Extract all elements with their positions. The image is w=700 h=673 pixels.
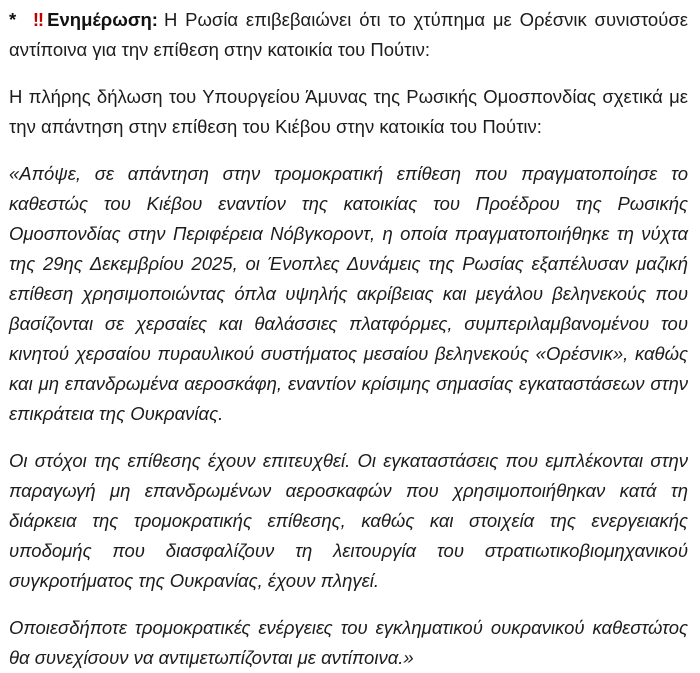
bullet-asterisk-icon: *	[9, 9, 17, 30]
lead-paragraph: Η πλήρης δήλωση του Υπουργείου Άμυνας της Ρωσικής Ομοσπονδίας σχετικά με την απάντηση στην επίθεση του Κιέβου στην κατοικία του Πούτιν:	[9, 86, 688, 137]
quote-paragraph-3: Οποιεσδήποτε τρομοκρατικές ενέργειες του εγκληματικού ουκρανικού καθεστώτος θα συνεχίσουν να αντιμετωπίζονται με αντίποινα.»	[9, 617, 688, 668]
intro-paragraph	[9, 5, 688, 65]
intro-text: Η Ρωσία επιβεβαιώνει ότι το χτύπημα με Ορέσνικ συνιστούσε αντίποινα για την επίθεση στην κατοικία του Πούτιν:	[9, 9, 688, 60]
alert-label: Ενημέρωση:	[47, 9, 158, 30]
alert-exclamation-icon: ‼	[30, 9, 48, 30]
quote-paragraph-2: Οι στόχοι της επίθεσης έχουν επιτευχθεί. Οι εγκαταστάσεις που εμπλέκονται στην παραγωγή μη επανδρωμένων αεροσκαφών που χρησιμοποιήθηκαν κατά τη διάρκεια της τρομοκρατικής επίθεσης, καθώς και στοιχεία της ενεργειακής υποδομής που διασφαλίζουν τη λειτουργία του στρατιωτικοβιομηχανικού συγκροτήματος της Ουκρανίας, έχουν πληγεί.	[9, 450, 688, 591]
quote-paragraph-1: «Απόψε, σε απάντηση στην τρομοκρατική επίθεση που πραγματοποίησε το καθεστώς του Κιέβου εναντίον της κατοικίας του Προέδρου της Ρωσικής Ομοσπονδίας στην Περιφέρεια Νόβγκοροντ, η οποία πραγματοποιήθηκε τη νύχτα της 29ης Δεκεμβρίου 2025, οι Ένοπλες Δυνάμεις της Ρωσίας εξαπέλυσαν μαζική επίθεση χρησιμοποιώντας όπλα υψηλής ακρίβειας και μεγάλου βεληνεκούς που βασίζονται σε χερσαίες και θαλάσσιες πλατφόρμες, συμπεριλαμβανομένου του κινητού χερσαίου πυραυλικού συστήματος μεσαίου βεληνεκούς «Ορέσνικ», καθώς και μη επανδρωμένα αεροσκάφη, εναντίον κρίσιμης σημασίας εγκαταστάσεων στην επικράτεια της Ουκρανίας.	[9, 163, 688, 424]
